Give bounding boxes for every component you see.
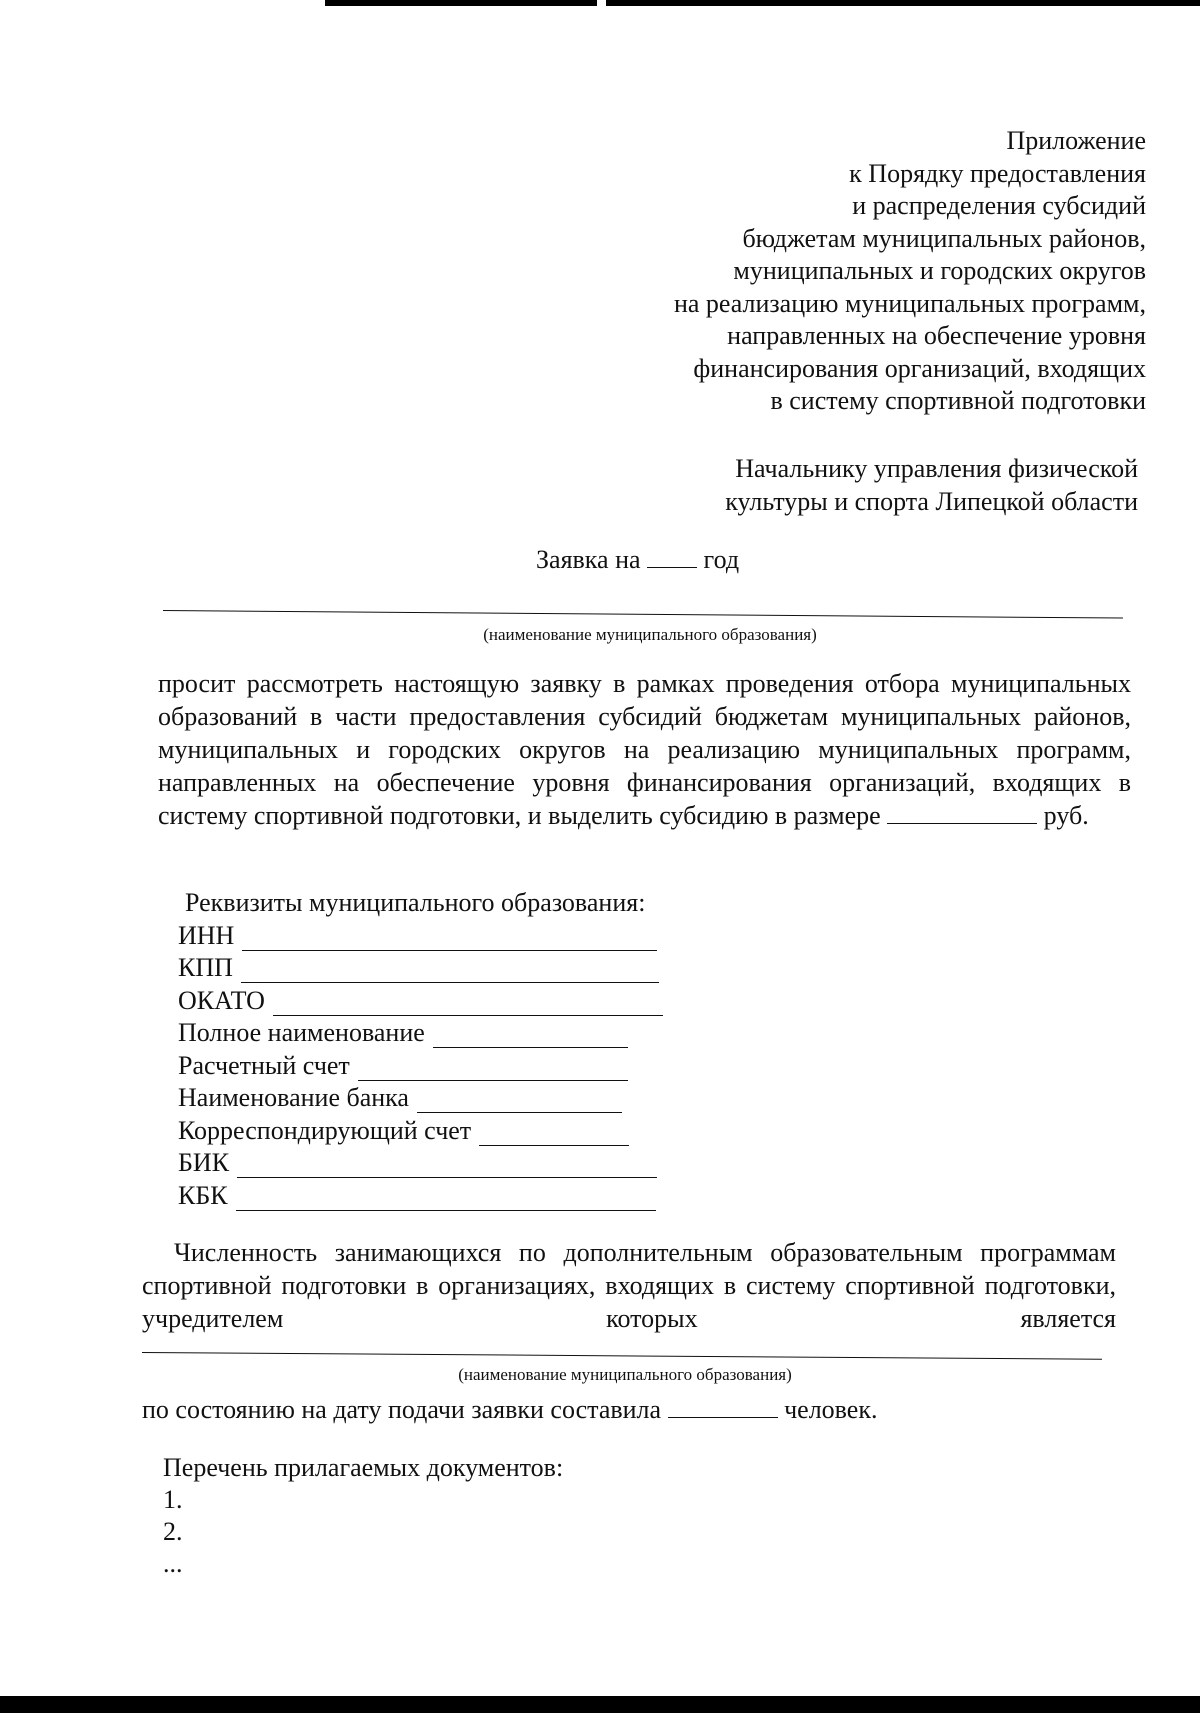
municipality-name-line-1[interactable]	[163, 610, 1123, 619]
requisite-label: БИК	[178, 1148, 230, 1177]
full-name-blank-field[interactable]	[433, 1023, 628, 1048]
headcount-paragraph: Численность занимающихся по дополнительным образовательным программам спортивной подготовки в организациях, входящих в систему спортивной подготовки, учредителем которых является	[142, 1238, 1116, 1333]
requisite-label: КПП	[178, 953, 233, 982]
appendix-line: и распределения субсидий	[852, 191, 1146, 220]
appendix-line: бюджетам муниципальных районов,	[742, 223, 1146, 253]
request-paragraph	[158, 667, 1131, 832]
appendix-line: финансирования организаций, входящих	[693, 353, 1146, 383]
scan-bottom-edge	[0, 1696, 1200, 1713]
appendix-line: на реализацию муниципальных программ,	[673, 288, 1146, 318]
requisite-label: ИНН	[178, 920, 235, 950]
addressee-line: культуры и спорта Липецкой области	[725, 487, 1138, 516]
request-text: просит рассмотреть настоящую заявку в рамках проведения отбора муниципальных образований в части предоставления субсидий бюджетам муниципальных районов, муниципальных и городских округов на реализацию муниципальных программ, направленных на обеспечение уровня финансирования организаций, входящих в систему спортивной подготовки, и выделить субсидию в размере	[158, 669, 1131, 830]
appendix-line: в систему спортивной подготовки	[770, 386, 1146, 415]
requisite-label: Корреспондирующий счет	[178, 1115, 472, 1145]
appendix-line: направленных на обеспечение уровня	[727, 321, 1146, 350]
correspondent-account-blank-field[interactable]	[479, 1121, 629, 1146]
settlement-account-blank-field[interactable]	[358, 1056, 628, 1081]
appendix-line: муниципальных и городских округов	[733, 256, 1146, 285]
municipality-name-line-2[interactable]	[142, 1352, 1102, 1360]
requisite-label: ОКАТО	[178, 985, 265, 1015]
bik-blank-field[interactable]	[237, 1153, 657, 1178]
document-item: ...	[163, 1549, 183, 1578]
headcount-blank-field[interactable]	[668, 1395, 778, 1418]
kpp-blank-field[interactable]	[241, 958, 659, 983]
headcount-prefix: по состоянию на дату подачи заявки составила	[142, 1395, 662, 1424]
requisite-row	[178, 1178, 698, 1211]
requisite-row	[178, 983, 698, 1016]
requisite-label: Расчетный счет	[178, 1050, 350, 1080]
addressee-line: Начальнику управления физической	[735, 454, 1138, 483]
documents-title: Перечень прилагаемых документов:	[163, 1453, 564, 1482]
municipality-caption-2: (наименование муниципального образования)	[458, 1365, 792, 1384]
document-item: 1.	[163, 1485, 183, 1514]
addressee-block	[438, 452, 1138, 518]
application-title	[536, 545, 739, 575]
requisite-label: Полное наименование	[178, 1018, 425, 1047]
requisites-list	[178, 918, 698, 1211]
bank-name-blank-field[interactable]	[417, 1088, 622, 1113]
title-prefix: Заявка на	[536, 545, 641, 574]
requisite-row	[178, 1113, 698, 1146]
okato-blank-field[interactable]	[273, 991, 663, 1016]
requisite-row	[178, 1016, 698, 1049]
requisite-row	[178, 1146, 698, 1179]
appendix-header	[446, 125, 1146, 418]
subsidy-amount-blank[interactable]	[887, 801, 1037, 824]
request-suffix: руб.	[1043, 801, 1089, 830]
requisite-row	[178, 1048, 698, 1081]
year-blank-field[interactable]	[647, 545, 697, 568]
headcount-suffix: человек.	[784, 1395, 878, 1424]
municipality-caption-1: (наименование муниципального образования)	[483, 625, 817, 644]
requisite-label: Наименование банка	[178, 1083, 409, 1112]
title-suffix: год	[703, 545, 740, 574]
appendix-line: Приложение	[1006, 126, 1146, 155]
inn-blank-field[interactable]	[242, 926, 657, 951]
requisite-row	[178, 918, 698, 951]
requisites-title: Реквизиты муниципального образования:	[185, 888, 646, 917]
attached-documents	[163, 1452, 563, 1580]
appendix-line: к Порядку предоставления	[849, 158, 1146, 188]
requisite-label: КБК	[178, 1180, 228, 1210]
requisite-row	[178, 951, 698, 984]
document-item: 2.	[163, 1517, 183, 1546]
requisite-row	[178, 1081, 698, 1114]
headcount-line	[142, 1395, 877, 1425]
kbk-blank-field[interactable]	[236, 1186, 656, 1211]
